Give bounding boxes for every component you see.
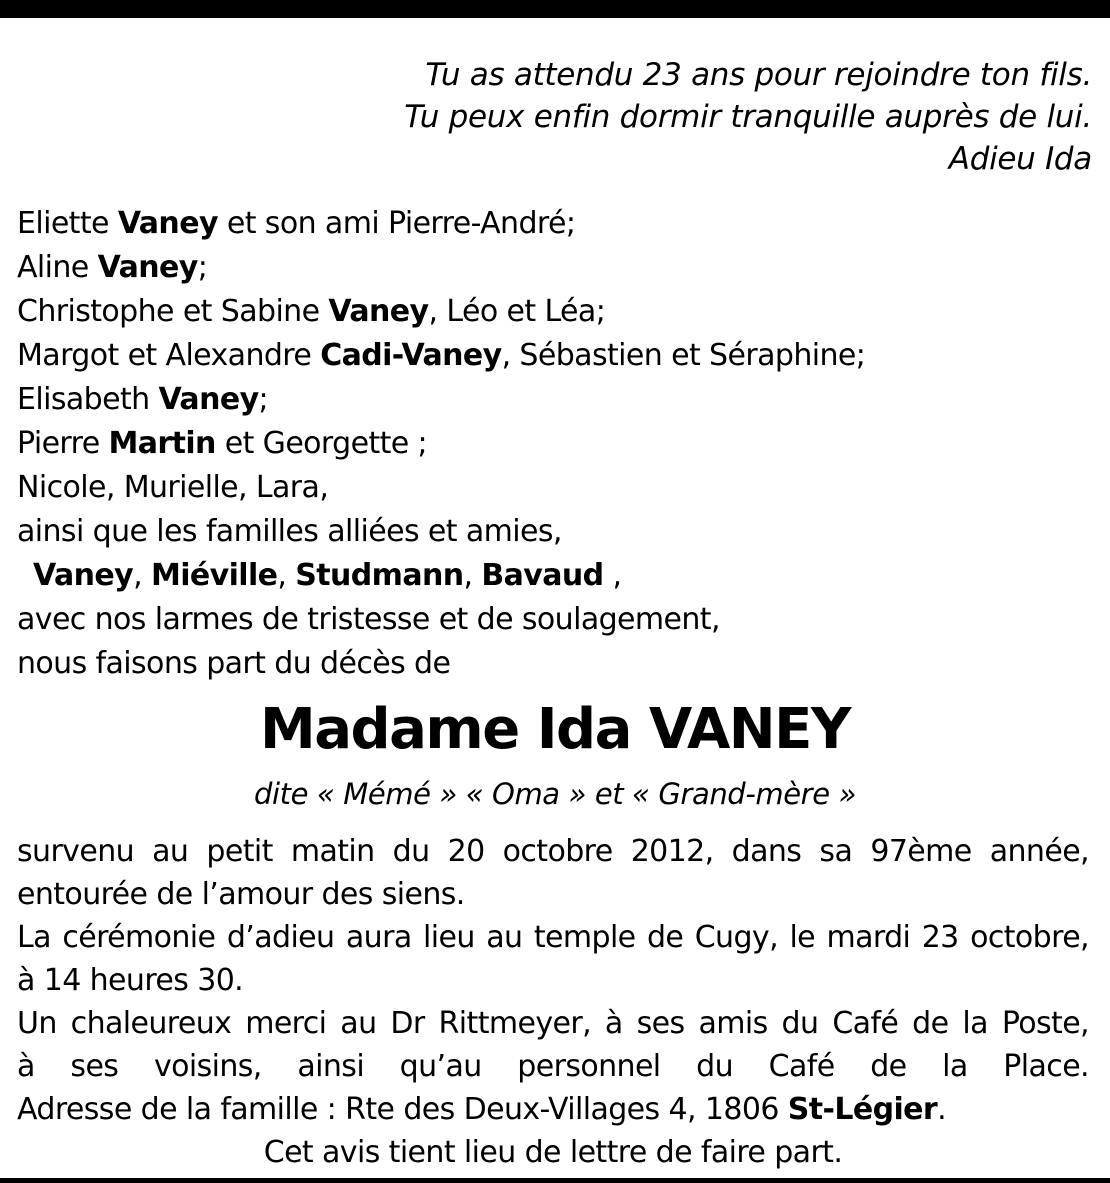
family-text: et Georgette ; bbox=[215, 426, 428, 461]
family-text: , Léo et Léa; bbox=[428, 294, 606, 329]
family-text: ; bbox=[258, 382, 269, 417]
family-text: Pierre bbox=[17, 426, 109, 461]
family-surname: Vaney bbox=[328, 294, 429, 329]
deceased-name: Madame Ida VANEY bbox=[260, 697, 850, 762]
family-surname: Vaney bbox=[158, 382, 259, 417]
ceremony-line: La cérémonie d’adieu aura lieu au temple de Cugy, le mardi 23 octobre, bbox=[17, 920, 1089, 955]
family-line bbox=[17, 422, 865, 466]
family-text: Eliette bbox=[17, 206, 118, 241]
thanks-line: à ses voisins, ainsi qu’au personnel du Café de la Place. bbox=[17, 1049, 1089, 1084]
allied-surname: Bavaud bbox=[481, 558, 604, 593]
separator: , bbox=[133, 558, 151, 593]
family-text: Margot et Alexandre bbox=[17, 338, 321, 373]
family-text: Christophe et Sabine bbox=[17, 294, 329, 329]
address-text: . bbox=[937, 1092, 947, 1127]
family-line bbox=[17, 378, 865, 422]
epigraph bbox=[404, 54, 1092, 180]
ceremony-line: à 14 heures 30. bbox=[17, 963, 244, 998]
tears-line: avec nos larmes de tristesse et de soulagement, bbox=[17, 602, 720, 637]
address-town: St-Légier bbox=[787, 1092, 938, 1127]
family-text: ; bbox=[197, 250, 208, 285]
family-line bbox=[17, 202, 865, 246]
allied-surname: Studmann bbox=[295, 558, 464, 593]
separator: , bbox=[463, 558, 482, 593]
family-list bbox=[17, 202, 865, 686]
family-surname: Vaney bbox=[117, 206, 218, 241]
family-text: , Sébastien et Séraphine; bbox=[501, 338, 866, 373]
thanks-line: Un chaleureux merci au Dr Rittmeyer, à ses amis du Café de la Poste, bbox=[17, 1006, 1089, 1041]
passing-line: survenu au petit matin du 20 octobre 2012, dans sa 97ème année, bbox=[17, 834, 1089, 869]
epigraph-line: Tu peux enfin dormir tranquille auprès de lui. bbox=[404, 99, 1092, 135]
separator: , bbox=[603, 558, 622, 593]
passing-line: entourée de l’amour des siens. bbox=[17, 877, 465, 912]
epigraph-signoff: Adieu Ida bbox=[948, 141, 1092, 177]
family-text: Aline bbox=[17, 250, 98, 285]
family-line bbox=[17, 334, 865, 378]
allied-families-intro: ainsi que les familles alliées et amies, bbox=[17, 514, 562, 549]
family-text: et son ami Pierre-André; bbox=[217, 206, 576, 241]
allied-surname: Miéville bbox=[150, 558, 278, 593]
bottom-border-rule bbox=[0, 1178, 1110, 1183]
closing-line: Cet avis tient lieu de lettre de faire part. bbox=[263, 1135, 843, 1170]
epigraph-line: Tu as attendu 23 ans pour rejoindre ton fils. bbox=[425, 57, 1092, 93]
family-line bbox=[17, 290, 865, 334]
others-line: Nicole, Murielle, Lara, bbox=[17, 470, 329, 505]
allied-surname: Vaney bbox=[33, 558, 134, 593]
address-text: Adresse de la famille : Rte des Deux-Villages 4, 1806 bbox=[17, 1092, 788, 1127]
family-surname: Cadi-Vaney bbox=[320, 338, 502, 373]
family-surname: Vaney bbox=[97, 250, 198, 285]
deceased-nickname: dite « Mémé » « Oma » et « Grand-mère » bbox=[254, 777, 856, 811]
notice-details bbox=[17, 830, 1089, 1174]
allied-families-names bbox=[17, 554, 865, 598]
family-surname: Martin bbox=[108, 426, 216, 461]
family-text: Elisabeth bbox=[17, 382, 159, 417]
announce-line: nous faisons part du décès de bbox=[17, 646, 451, 681]
separator: , bbox=[277, 558, 296, 593]
family-address bbox=[17, 1088, 1089, 1131]
family-line bbox=[17, 246, 865, 290]
top-border-rule bbox=[0, 0, 1110, 18]
